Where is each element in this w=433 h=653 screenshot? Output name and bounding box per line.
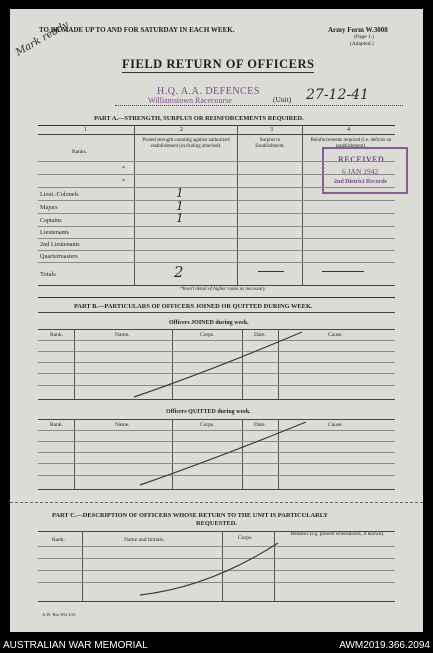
print-reference: A.W. Rm 584 3/41 bbox=[42, 612, 76, 617]
quitted-col-cause: Cause. bbox=[328, 422, 343, 428]
form-title: FIELD RETURN OF OFFICERS bbox=[122, 57, 315, 71]
received-stamp-label: RECEIVED bbox=[338, 155, 385, 164]
unit-stamp-line1: H.Q. A.A. DEFENCES bbox=[157, 86, 260, 97]
blank-rank-marker: * bbox=[122, 166, 125, 172]
header-instruction: TO BE MADE UP TO AND FOR SATURDAY IN EACH WEEK. bbox=[39, 26, 235, 34]
posted-value: 1 bbox=[176, 199, 184, 213]
quitted-col-name: Name. bbox=[115, 422, 130, 428]
part-c-col-corps: Corps. bbox=[238, 535, 253, 541]
part-a-footnote: *Insert detail of higher ranks as necessary. bbox=[180, 287, 267, 292]
posted-value: 1 bbox=[176, 211, 184, 225]
unit-label: (Unit) bbox=[273, 95, 292, 104]
part-c-title-line1: PART C.—DESCRIPTION OF OFFICERS WHOSE RETURN TO THE UNIT IS PARTICULARLY bbox=[52, 512, 329, 519]
posted-value: 1 bbox=[176, 186, 184, 200]
form-adapted: (Adapted.) bbox=[350, 41, 374, 47]
rank-label: Captains bbox=[40, 217, 62, 224]
part-c-col-name: Name and Initials. bbox=[124, 537, 165, 543]
received-stamp-office: 2nd District Records bbox=[334, 179, 387, 185]
joined-col-date: Date. bbox=[254, 332, 266, 338]
quitted-col-date: Date. bbox=[254, 422, 266, 428]
unit-stamp-line2: Williamstown Racecourse bbox=[148, 96, 232, 105]
form-number: Army Form W.3008 bbox=[328, 26, 388, 34]
col-header-posted: Posted strength counting against authorized establishment (excluding attached). bbox=[142, 138, 230, 149]
margin-handwriting: Mark ready bbox=[14, 19, 71, 59]
col-number-3: 3 bbox=[270, 127, 273, 133]
joined-col-rank: Rank. bbox=[50, 332, 63, 338]
archive-footer bbox=[0, 639, 433, 653]
rank-label: 2nd Lieutenants bbox=[40, 241, 80, 248]
col-number-1: 1 bbox=[84, 127, 87, 133]
part-a-title: PART A.—STRENGTH, SURPLUS OR REINFORCEMENTS REQUIRED. bbox=[94, 115, 304, 122]
joined-col-corps: Corps. bbox=[200, 332, 215, 338]
blank-rank-marker: * bbox=[122, 179, 125, 185]
part-c-col-rank: Rank. bbox=[52, 537, 65, 543]
joined-table-title: Officers JOINED during week. bbox=[169, 320, 249, 326]
rank-label: Majors bbox=[40, 204, 58, 211]
rank-label: Quartermasters bbox=[40, 253, 78, 260]
quitted-col-rank: Rank. bbox=[50, 422, 63, 428]
part-b-title: PART B.—PARTICULARS OF OFFICERS JOINED OR QUITTED DURING WEEK. bbox=[74, 303, 313, 310]
joined-col-cause: Cause. bbox=[328, 332, 343, 338]
col-header-reinforcements: Reinforcements required (i.e. deficits on establishment). bbox=[310, 138, 392, 149]
footer-accession-number: AWM2019.366.2094 bbox=[339, 640, 430, 651]
part-c-cancel-stroke bbox=[10, 9, 423, 632]
date-handwritten: 27-12-41 bbox=[306, 87, 369, 103]
received-stamp-date: 6 JAN 1942 bbox=[342, 167, 379, 176]
part-c-title-line2: REQUESTED. bbox=[196, 520, 238, 527]
quitted-table-title: Officers QUITTED during week. bbox=[166, 409, 251, 415]
form-sheet bbox=[10, 9, 423, 632]
totals-label: Totals bbox=[40, 271, 56, 278]
form-page: (Page 1.) bbox=[354, 34, 374, 40]
totals-value: 2 bbox=[174, 263, 184, 281]
col-header-ranks: Ranks. bbox=[72, 149, 88, 155]
part-c-col-remarks: Remarks (e.g. present whereabouts, if known). bbox=[290, 532, 385, 537]
col-number-4: 4 bbox=[347, 127, 350, 133]
footer-credit: AUSTRALIAN WAR MEMORIAL bbox=[3, 640, 148, 651]
joined-col-name: Name. bbox=[115, 332, 130, 338]
quitted-col-corps: Corps. bbox=[200, 422, 215, 428]
rank-label: Lieut.-Colonels bbox=[40, 191, 79, 198]
rank-label: Lieutenants bbox=[40, 229, 69, 236]
col-header-surplus: Surplus to Establishment. bbox=[255, 138, 285, 149]
col-number-2: 2 bbox=[180, 127, 183, 133]
